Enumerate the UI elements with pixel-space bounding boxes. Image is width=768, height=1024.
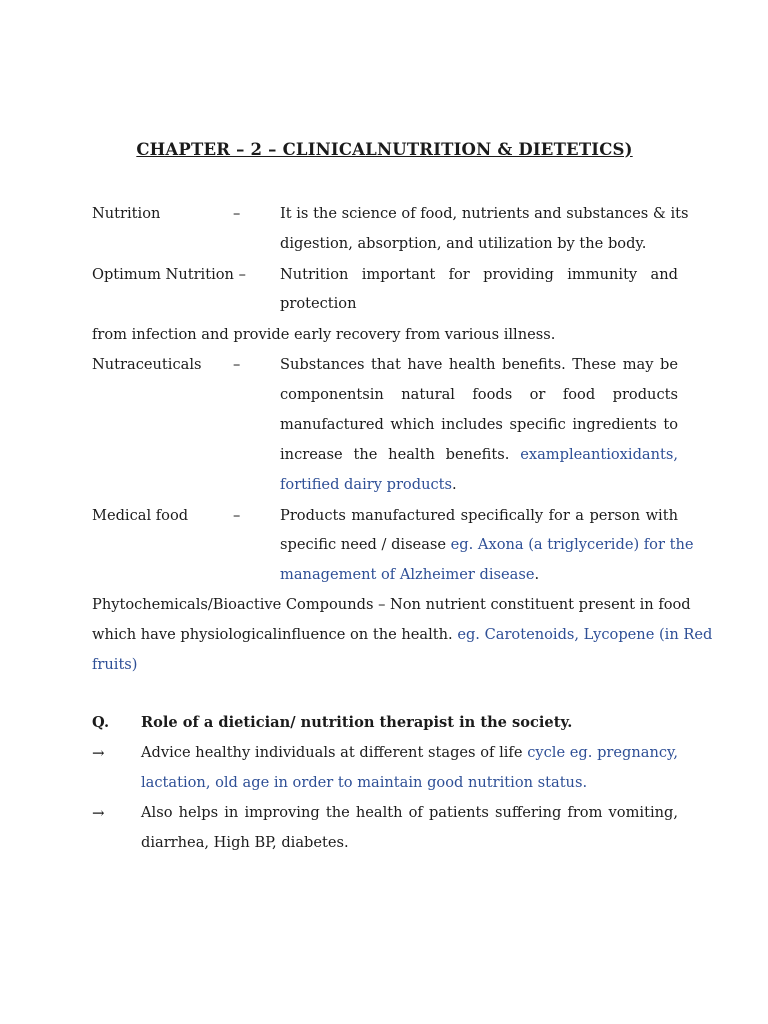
term-nutraceuticals: Nutraceuticals: [92, 356, 202, 373]
text-run: specific need / disease: [280, 536, 447, 553]
example-text: exampleantioxidants,: [520, 446, 679, 463]
term-optimum-nutrition: Optimum Nutrition –: [92, 266, 246, 283]
bullet2-line1: Also helps in improving the health of patients suffering from vomiting,: [141, 804, 678, 821]
text-run: .: [534, 566, 540, 583]
arrow-bullet-icon: →: [92, 804, 105, 822]
question-text: Role of a dietician/ nutrition therapist in the society.: [141, 714, 573, 731]
optimum-def-line3: from infection and provide early recovery from various illness.: [92, 326, 556, 343]
bullet1-line1: [141, 744, 678, 762]
example-text: cycle eg. pregnancy,: [527, 744, 678, 761]
nutrition-def-line2: digestion, absorption, and utilization by the body.: [280, 235, 647, 252]
nutraceuticals-def-line4: [280, 446, 678, 464]
example-text: eg. Axona (a triglyceride) for the: [450, 536, 694, 553]
optimum-def-line1: Nutrition important for providing immunity and: [280, 266, 678, 283]
question-label: Q.: [92, 714, 110, 731]
phytochemicals-line1: Phytochemicals/Bioactive Compounds – Non nutrient constituent present in food: [92, 596, 691, 613]
term-medical-food: Medical food: [92, 507, 189, 524]
nutraceuticals-def-line2: componentsin natural foods or food products: [280, 386, 678, 403]
nutrition-def-line1: It is the science of food, nutrients and substances & its: [280, 205, 689, 222]
medical-food-def-line3: [280, 566, 678, 584]
bullet1-line2: lactation, old age in order to maintain good nutrition status.: [141, 774, 588, 791]
nutraceuticals-def-line1: Substances that have health benefits. These may be: [280, 356, 678, 373]
bullet2-line2: diarrhea, High BP, diabetes.: [141, 834, 349, 851]
medical-food-def-line1: Products manufactured specifically for a person with: [280, 507, 678, 524]
phytochemicals-line2: [92, 626, 713, 644]
text-run: .: [452, 476, 457, 493]
text-run: Advice healthy individuals at different stages of life: [141, 744, 523, 761]
example-text: eg. Carotenoids, Lycopene (in Red: [457, 626, 713, 643]
arrow-bullet-icon: →: [92, 744, 105, 762]
nutraceuticals-def-line3: manufactured which includes specific ingredients to: [280, 416, 678, 433]
nutraceuticals-def-line5: [280, 476, 678, 494]
text-run: which have physiologicalinfluence on the health.: [92, 626, 453, 643]
optimum-def-line2: protection: [280, 295, 357, 312]
chapter-title: CHAPTER – 2 – CLINICALNUTRITION & DIETETICS): [136, 140, 633, 159]
phytochemicals-line3: fruits): [92, 656, 138, 673]
text-run: increase the health benefits.: [280, 446, 510, 463]
example-text: management of Alzheimer disease: [280, 566, 535, 583]
dash-separator: –: [233, 356, 241, 373]
term-nutrition: Nutrition: [92, 205, 161, 222]
dash-separator: –: [233, 507, 241, 524]
example-text: fortified dairy products: [280, 476, 452, 493]
medical-food-def-line2: [280, 536, 694, 554]
dash-separator: –: [233, 205, 241, 222]
